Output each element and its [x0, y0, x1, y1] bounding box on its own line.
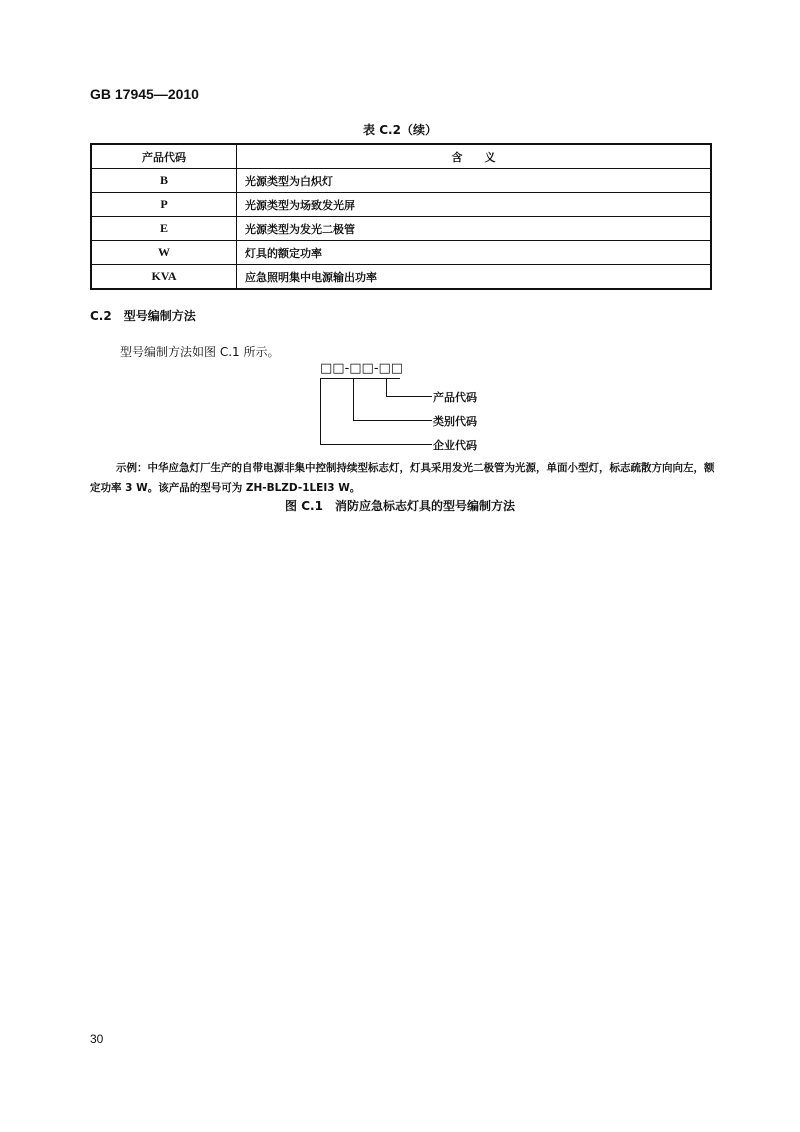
table-row	[91, 193, 711, 217]
meaning-cell: 灯具的额定功率	[237, 241, 712, 265]
code-cell: E	[91, 217, 237, 241]
label-enterprise-code: 企业代码	[433, 439, 477, 452]
table-row	[91, 265, 711, 290]
meaning-cell: 应急照明集中电源输出功率	[237, 265, 712, 290]
meaning-cell: 光源类型为场致发光屏	[237, 193, 712, 217]
connector-line	[320, 444, 432, 445]
column-header-meaning: 含 义	[237, 144, 712, 169]
connector-line	[320, 378, 321, 445]
model-pattern: □□-□□-□□	[320, 361, 404, 376]
code-cell: W	[91, 241, 237, 265]
column-header-code: 产品代码	[91, 144, 237, 169]
connector-line	[353, 420, 432, 421]
code-cell: B	[91, 169, 237, 193]
meaning-cell: 光源类型为发光二极管	[237, 217, 712, 241]
example-text: 示例：中华应急灯厂生产的自带电源非集中控制持续型标志灯，灯具采用发光二极管为光源，单面小型灯，标志疏散方向向左，额定功率 3 W。该产品的型号可为 ZH-BLZD-1LEⅠ3 W。	[90, 462, 715, 494]
connector-line	[386, 396, 432, 397]
label-category-code: 类别代码	[433, 415, 477, 428]
connector-line	[353, 378, 354, 421]
underline	[320, 378, 400, 379]
label-product-code: 产品代码	[433, 391, 477, 404]
table-row	[91, 241, 711, 265]
code-cell: KVA	[91, 265, 237, 290]
code-cell: P	[91, 193, 237, 217]
table-header-row	[91, 144, 711, 169]
table-row	[91, 217, 711, 241]
table-caption: 表 C.2（续）	[363, 123, 437, 137]
meaning-cell: 光源类型为白炽灯	[237, 169, 712, 193]
section-paragraph: 型号编制方法如图 C.1 所示。	[120, 345, 280, 359]
page-number: 30	[90, 1032, 104, 1046]
product-code-table	[90, 143, 712, 290]
standard-number: GB 17945—2010	[90, 86, 199, 102]
figure-caption: 图 C.1 消防应急标志灯具的型号编制方法	[285, 499, 515, 513]
section-title: C.2 型号编制方法	[90, 309, 196, 323]
connector-line	[386, 378, 387, 397]
table-row	[91, 169, 711, 193]
